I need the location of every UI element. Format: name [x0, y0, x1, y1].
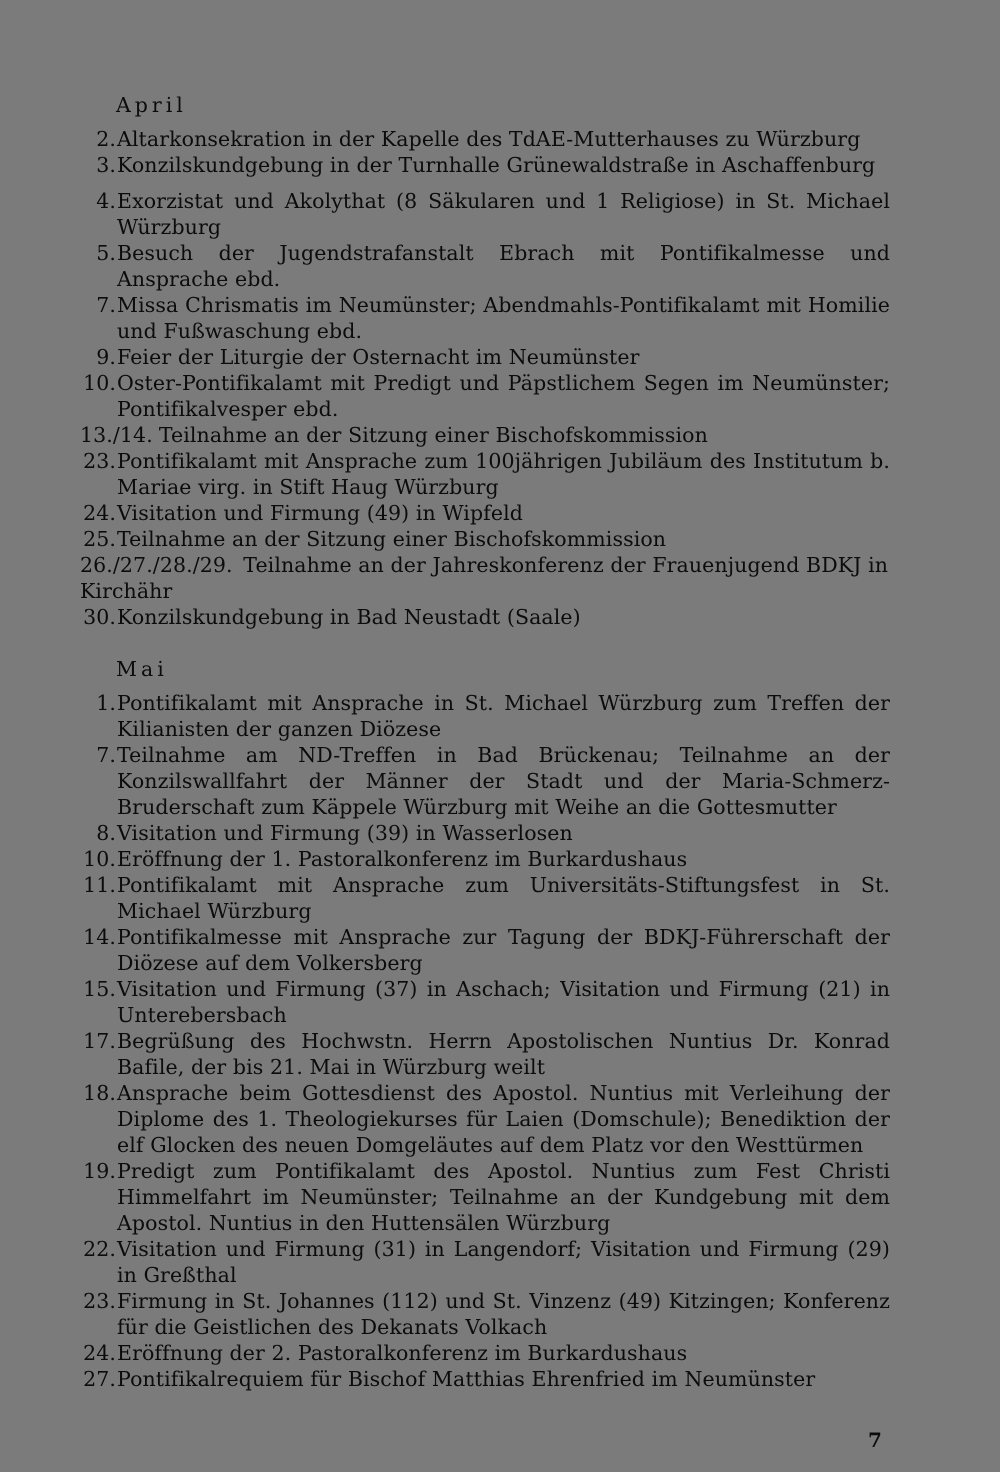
entry-date: 14.: [83, 925, 116, 949]
entry-date: 10.: [83, 847, 116, 871]
entry-text: Teilnahme an der Sitzung einer Bischofskommission: [117, 527, 667, 551]
entry-date: 5.: [96, 241, 116, 265]
entry-date: 19.: [83, 1159, 116, 1183]
entry-text: Eröffnung der 1. Pastoralkonferenz im Burkardushaus: [117, 847, 688, 871]
entry-text: Konzilskundgebung in Bad Neustadt (Saale): [117, 605, 581, 629]
entry-date: 7.: [96, 743, 116, 767]
entry-date: 26./27./28./29.: [80, 553, 233, 577]
entry-april-10: [78, 370, 890, 422]
entry-mai-23: [78, 1288, 890, 1340]
entry-text: Oster-Pontifikalamt mit Predigt und Päpstlichem Segen im Neumünster; Pontifikalvesper ebd.: [117, 371, 890, 421]
entry-text: Visitation und Firmung (39) in Wasserlosen: [117, 821, 573, 845]
entry-date: 11.: [83, 873, 116, 897]
entry-mai-19: [78, 1158, 890, 1236]
entry-text: Pontifikalamt mit Ansprache in St. Michael Würzburg zum Treffen der Kilianisten der ganzen Diözese: [117, 691, 890, 741]
entry-date: 2.: [96, 127, 116, 151]
entry-date: 24.: [83, 1341, 116, 1365]
entry-mai-11: [78, 872, 890, 924]
entry-text: Altarkonsekration in der Kapelle des TdAE-Mutterhauses zu Würzburg: [117, 127, 861, 151]
entry-april-4: [78, 188, 890, 240]
entry-text: Pontifikalamt mit Ansprache zum Universitäts-Stiftungsfest in St. Michael Würzburg: [117, 873, 890, 923]
entry-mai-15: [78, 976, 890, 1028]
month-heading-mai: Mai: [116, 657, 168, 681]
page-number: 7: [868, 1428, 882, 1452]
entry-text: Exorzistat und Akolythat (8 Säkularen und 1 Religiose) in St. Michael Würzburg: [117, 189, 890, 239]
entry-date: 15.: [83, 977, 116, 1001]
entry-date: 8.: [96, 821, 116, 845]
entry-april-30: [78, 604, 890, 630]
entry-text: Eröffnung der 2. Pastoralkonferenz im Burkardushaus: [117, 1341, 688, 1365]
entry-april-23: [78, 448, 890, 500]
entry-date: 24.: [83, 501, 116, 525]
entry-text: Besuch der Jugendstrafanstalt Ebrach mit Pontifikalmesse und Ansprache ebd.: [117, 241, 890, 291]
entry-mai-22: [78, 1236, 890, 1288]
entry-text: Pontifikalamt mit Ansprache zum 100jährigen Jubiläum des Institutum b. Mariae virg. in Stift Haug Würzburg: [117, 449, 890, 499]
entry-april-5: [78, 240, 890, 292]
entry-text: Feier der Liturgie der Osternacht im Neumünster: [117, 345, 640, 369]
entry-mai-8: [78, 820, 890, 846]
entry-date: 13./14.: [80, 423, 153, 447]
entry-text: Firmung in St. Johannes (112) und St. Vinzenz (49) Kitzingen; Konferenz für die Geistlichen des Dekanats Volkach: [117, 1289, 890, 1339]
entry-date: 10.: [83, 371, 116, 395]
entry-mai-18: [78, 1080, 890, 1158]
entry-date: 27.: [83, 1367, 116, 1391]
entry-text: Teilnahme an der Sitzung einer Bischofskommission: [158, 423, 708, 447]
entry-text: Ansprache beim Gottesdienst des Apostol. Nuntius mit Verleihung der Diplome des 1. Theologiekurses für Laien (Domschule); Benediktion der elf Glocken des neuen Domgeläutes auf dem Platz vor den Westtürmen: [117, 1081, 890, 1157]
entry-mai-24: [78, 1340, 890, 1366]
entry-date: 23.: [83, 449, 116, 473]
entry-date: 1.: [96, 691, 116, 715]
entry-april-26-29: [78, 552, 890, 604]
entry-april-7: [78, 292, 890, 344]
entry-date: 23.: [83, 1289, 116, 1313]
entry-mai-7: [78, 742, 890, 820]
entry-text: Teilnahme am ND-Treffen in Bad Brückenau; Teilnahme an der Konzilswallfahrt der Männer der Stadt und der Maria-Schmerz-Bruderschaft zum Käppele Würzburg mit Weihe an die Gottesmutter: [117, 743, 890, 819]
entry-date: 7.: [96, 293, 116, 317]
entry-date: 9.: [96, 345, 116, 369]
chronicle-content: [78, 92, 890, 1392]
entry-text: Visitation und Firmung (31) in Langendorf; Visitation und Firmung (29) in Greßthal: [117, 1237, 890, 1287]
entry-text: Missa Chrismatis im Neumünster; Abendmahls-Pontifikalamt mit Homilie und Fußwaschung ebd.: [117, 293, 890, 343]
entry-mai-1: [78, 690, 890, 742]
entry-date: 18.: [83, 1081, 116, 1105]
entry-text: Predigt zum Pontifikalamt des Apostol. Nuntius zum Fest Christi Himmelfahrt im Neumünster; Teilnahme an der Kundgebung mit dem Apostol. Nuntius in den Huttensälen Würzburg: [117, 1159, 890, 1235]
entry-text: Pontifikalrequiem für Bischof Matthias Ehrenfried im Neumünster: [117, 1367, 816, 1391]
entry-date: 3.: [96, 153, 116, 177]
entry-april-9: [78, 344, 890, 370]
entry-text: Begrüßung des Hochwstn. Herrn Apostolischen Nuntius Dr. Konrad Bafile, der bis 21. Mai in Würzburg weilt: [117, 1029, 890, 1079]
entry-mai-10: [78, 846, 890, 872]
entry-mai-27: [78, 1366, 890, 1392]
entry-april-24: [78, 500, 890, 526]
entry-april-2: [78, 126, 890, 152]
entry-april-3: [78, 152, 890, 178]
entry-text: Pontifikalmesse mit Ansprache zur Tagung der BDKJ-Führerschaft der Diözese auf dem Volkersberg: [117, 925, 890, 975]
month-heading-april: April: [116, 93, 187, 117]
entry-date: 30.: [83, 605, 116, 629]
entry-date: 4.: [96, 189, 116, 213]
entry-april-13-14: [78, 422, 890, 448]
entry-text: Visitation und Firmung (37) in Aschach; Visitation und Firmung (21) in Unterebersbach: [117, 977, 890, 1027]
entry-mai-17: [78, 1028, 890, 1080]
entry-date: 17.: [83, 1029, 116, 1053]
entry-april-25: [78, 526, 890, 552]
entry-text: Konzilskundgebung in der Turnhalle Grünewaldstraße in Aschaffenburg: [117, 153, 876, 177]
entry-date: 22.: [83, 1237, 116, 1261]
entry-text: Visitation und Firmung (49) in Wipfeld: [117, 501, 523, 525]
entry-date: 25.: [83, 527, 116, 551]
entry-text: Teilnahme an der Jahreskonferenz der Frauenjugend BDKJ in Kirchähr: [80, 553, 889, 603]
entry-mai-14: [78, 924, 890, 976]
